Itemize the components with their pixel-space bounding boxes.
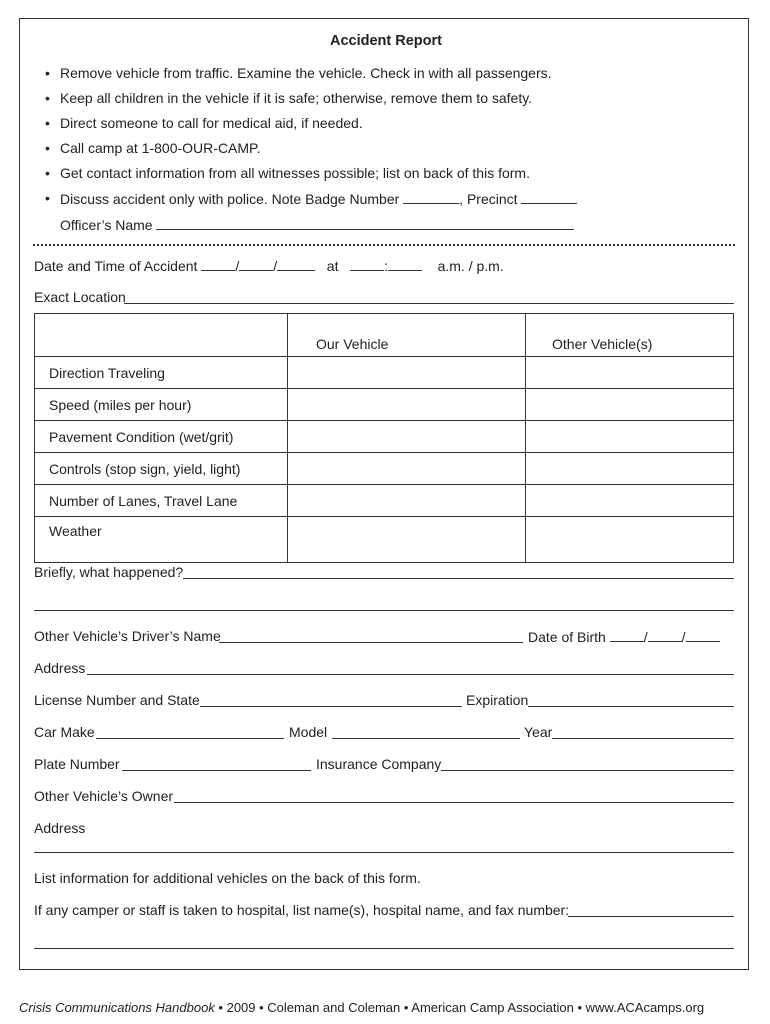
briefly-label: Briefly, what happened? <box>34 564 184 580</box>
our-vehicle-cell[interactable] <box>288 357 526 389</box>
instruction-item: • Get contact information from all witnesses possible; list on back of this form. <box>48 164 530 182</box>
briefly-field-continued[interactable] <box>34 610 734 611</box>
table-header-cell <box>35 314 288 357</box>
table-header-other-vehicles: Other Vehicle(s) <box>526 314 734 357</box>
hour-field[interactable] <box>350 256 384 271</box>
dob-month-field[interactable] <box>610 627 644 642</box>
footer-citation: Crisis Communications Handbook • 2009 • Coleman and Coleman • American Camp Association • www.ACAcamps.org <box>19 1000 705 1015</box>
table-row-label: Weather <box>35 517 288 563</box>
license-field[interactable] <box>200 706 462 707</box>
driver-name-label: Other Vehicle’s Driver’s Name <box>34 628 221 644</box>
section-divider <box>33 244 735 246</box>
driver-name-field[interactable] <box>219 642 523 643</box>
our-vehicle-cell[interactable] <box>288 453 526 485</box>
year-label: Year <box>524 724 553 740</box>
briefly-field[interactable] <box>183 578 734 579</box>
form-title: Accident Report <box>330 33 442 49</box>
our-vehicle-cell[interactable] <box>288 389 526 421</box>
our-vehicle-cell[interactable] <box>288 517 526 563</box>
owner-address-label: Address <box>34 820 86 836</box>
location-label: Exact Location <box>34 289 126 305</box>
officer-name-field[interactable] <box>156 215 574 230</box>
day-field[interactable] <box>239 256 273 271</box>
insurance-label: Insurance Company <box>316 756 442 772</box>
other-vehicle-cell[interactable] <box>526 453 734 485</box>
table-header-our-vehicle: Our Vehicle <box>288 314 526 357</box>
date-time-row: Date and Time of Accident / / at : a.m. / p.m. <box>34 258 504 274</box>
owner-label: Other Vehicle’s Owner <box>34 788 174 804</box>
additional-vehicles-note: List information for additional vehicles on the back of this form. <box>34 870 421 886</box>
table-row <box>35 389 734 421</box>
instruction-item: • Direct someone to call for medical aid, if needed. <box>48 114 363 132</box>
year-field[interactable] <box>277 256 315 271</box>
expiration-field[interactable] <box>528 706 734 707</box>
driver-address-field[interactable] <box>87 674 734 675</box>
vehicle-table <box>34 313 734 563</box>
instruction-item: • Call camp at 1-800-OUR-CAMP. <box>48 139 260 157</box>
our-vehicle-cell[interactable] <box>288 485 526 517</box>
other-vehicle-cell[interactable] <box>526 517 734 563</box>
year-field[interactable] <box>552 738 734 739</box>
other-vehicle-cell[interactable] <box>526 485 734 517</box>
table-row-label: Number of Lanes, Travel Lane <box>35 485 288 517</box>
our-vehicle-cell[interactable] <box>288 421 526 453</box>
precinct-field[interactable] <box>521 189 577 204</box>
owner-address-field[interactable] <box>34 852 734 853</box>
model-field[interactable] <box>332 738 520 739</box>
hospital-field-continued[interactable] <box>34 948 734 949</box>
dob-year-field[interactable] <box>686 627 720 642</box>
instruction-item: • Remove vehicle from traffic. Examine the vehicle. Check in with all passengers. <box>48 64 552 82</box>
other-vehicle-cell[interactable] <box>526 421 734 453</box>
table-header-row <box>35 314 734 357</box>
table-row-label: Controls (stop sign, yield, light) <box>35 453 288 485</box>
table-row-label: Speed (miles per hour) <box>35 389 288 421</box>
insurance-field[interactable] <box>441 770 734 771</box>
plate-field[interactable] <box>122 770 311 771</box>
table-row <box>35 517 734 563</box>
table-row <box>35 357 734 389</box>
expiration-label: Expiration <box>466 692 529 708</box>
officer-name-row: Officer’s Name <box>60 215 574 234</box>
hospital-field[interactable] <box>568 916 734 917</box>
minute-field[interactable] <box>388 256 422 271</box>
car-make-field[interactable] <box>96 738 284 739</box>
table-row <box>35 485 734 517</box>
badge-number-field[interactable] <box>403 189 459 204</box>
model-label: Model <box>289 724 328 740</box>
instruction-item: • Keep all children in the vehicle if it is safe; otherwise, remove them to safety. <box>48 89 532 107</box>
month-field[interactable] <box>201 256 235 271</box>
table-row <box>35 453 734 485</box>
car-make-label: Car Make <box>34 724 95 740</box>
other-vehicle-cell[interactable] <box>526 357 734 389</box>
location-field[interactable] <box>124 303 734 304</box>
hospital-label: If any camper or staff is taken to hospital, list name(s), hospital name, and fax number: <box>34 902 570 918</box>
plate-label: Plate Number <box>34 756 120 772</box>
dob-day-field[interactable] <box>648 627 682 642</box>
table-row-label: Pavement Condition (wet/grit) <box>35 421 288 453</box>
instruction-item-police: • Discuss accident only with police. Note Badge Number , Precinct <box>48 189 577 208</box>
owner-field[interactable] <box>174 802 734 803</box>
other-vehicle-cell[interactable] <box>526 389 734 421</box>
driver-address-label: Address <box>34 660 86 676</box>
table-row <box>35 421 734 453</box>
dob-row: Date of Birth / / <box>528 627 720 646</box>
license-label: License Number and State <box>34 692 200 708</box>
table-row-label: Direction Traveling <box>35 357 288 389</box>
